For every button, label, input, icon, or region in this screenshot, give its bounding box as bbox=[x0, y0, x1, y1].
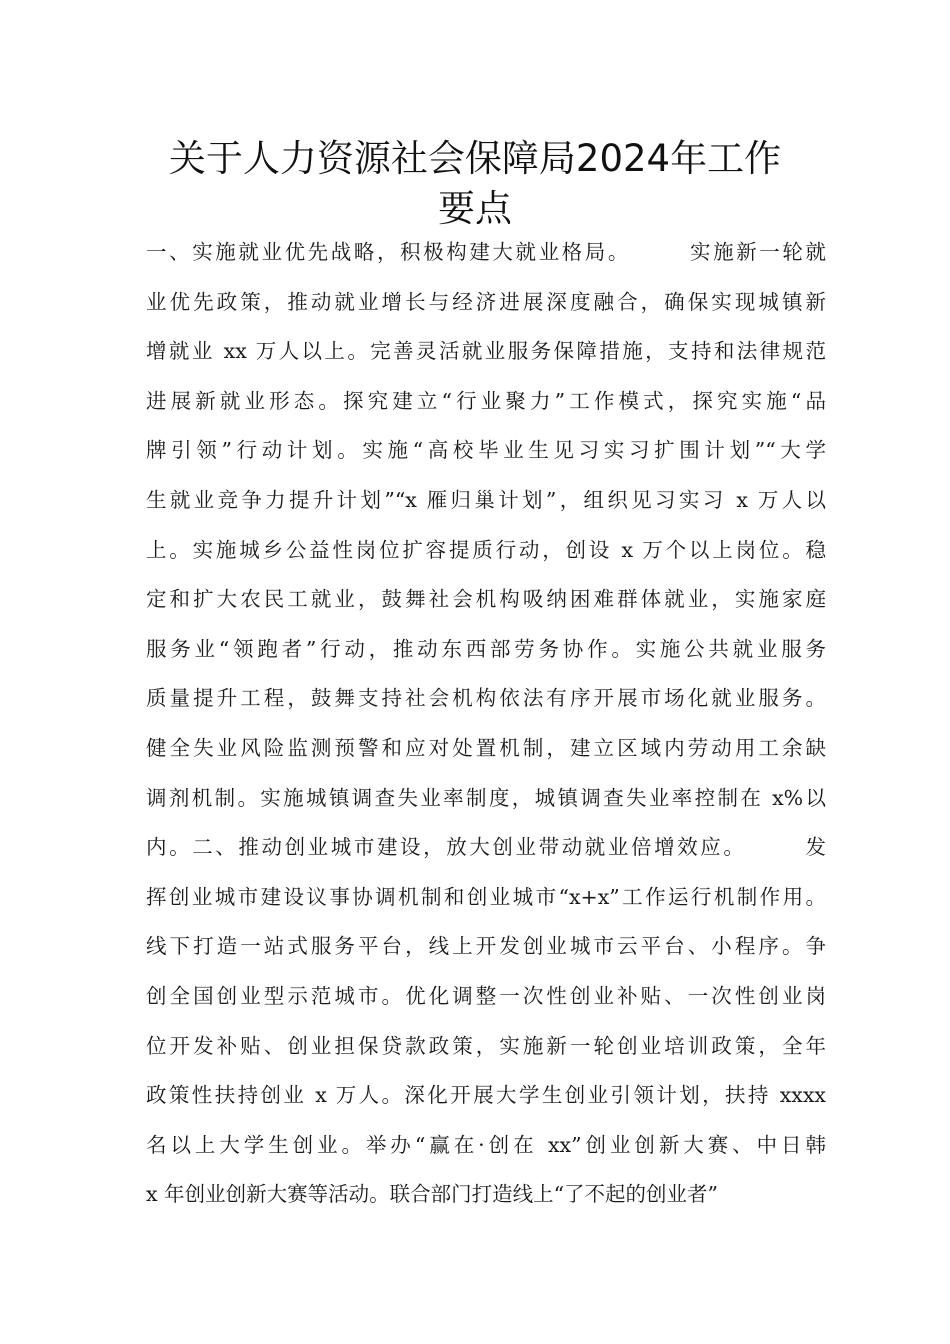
body-line: 一、实施就业优先战略，积极构建大就业格局。 实施新一轮就 bbox=[146, 240, 826, 264]
document-title-line-1: 关于人力资源社会保障局2024年工作 bbox=[168, 137, 782, 180]
document-title-line-2: 要点 bbox=[438, 187, 512, 230]
body-line: 创全国创业型示范城市。优化调整一次性创业补贴、一次性创业岗 bbox=[146, 983, 826, 1008]
body-line: 定和扩大农民工就业，鼓舞社会机构吸纳困难群体就业，实施家庭 bbox=[146, 587, 826, 612]
body-line: 健全失业风险监测预警和应对处置机制，建立区域内劳动用工余缺 bbox=[146, 735, 826, 760]
body-line: 挥创业城市建设议事协调机制和创业城市“x+x”工作运行机制作用。 bbox=[146, 884, 826, 909]
body-line: 服务业“领跑者”行动，推动东西部劳务协作。实施公共就业服务 bbox=[146, 636, 826, 661]
body-line: 位开发补贴、创业担保贷款政策，实施新一轮创业培训政策，全年 bbox=[146, 1033, 826, 1058]
body-line: 线下打造一站式服务平台，线上开发创业城市云平台、小程序。争 bbox=[146, 934, 826, 959]
document-body bbox=[146, 228, 826, 1220]
body-line: 业优先政策，推动就业增长与经济进展深度融合，确保实现城镇新 bbox=[146, 289, 826, 314]
body-line: 名以上大学生创业。举办“赢在·创在 xx”创业创新大赛、中日韩 bbox=[146, 1132, 826, 1157]
body-line: 牌引领”行动计划。实施“高校毕业生见习实习扩围计划”“大学 bbox=[146, 438, 826, 463]
body-line: 生就业竞争力提升计划”“x 雁归巢计划”，组织见习实习 x 万人以 bbox=[146, 487, 826, 512]
body-line: 内。二、推动创业城市建设，放大创业带动就业倍增效应。 发 bbox=[146, 835, 826, 860]
body-line: 上。实施城乡公益性岗位扩容提质行动，创设 x 万个以上岗位。稳 bbox=[146, 537, 826, 562]
body-line: x 年创业创新大赛等活动。联合部门打造线上“了不起的创业者” bbox=[146, 1182, 719, 1207]
body-line: 调剂机制。实施城镇调查失业率制度，城镇调查失业率控制在 x%以 bbox=[146, 785, 826, 810]
body-line: 政策性扶持创业 x 万人。深化开展大学生创业引领计划，扶持 xxxx bbox=[146, 1083, 826, 1108]
body-line: 增就业 xx 万人以上。完善灵活就业服务保障措施，支持和法律规范 bbox=[146, 339, 826, 364]
body-line: 质量提升工程，鼓舞支持社会机构依法有序开展市场化就业服务。 bbox=[146, 686, 826, 711]
body-line: 进展新就业形态。探究建立“行业聚力”工作模式，探究实施“品 bbox=[146, 388, 826, 413]
